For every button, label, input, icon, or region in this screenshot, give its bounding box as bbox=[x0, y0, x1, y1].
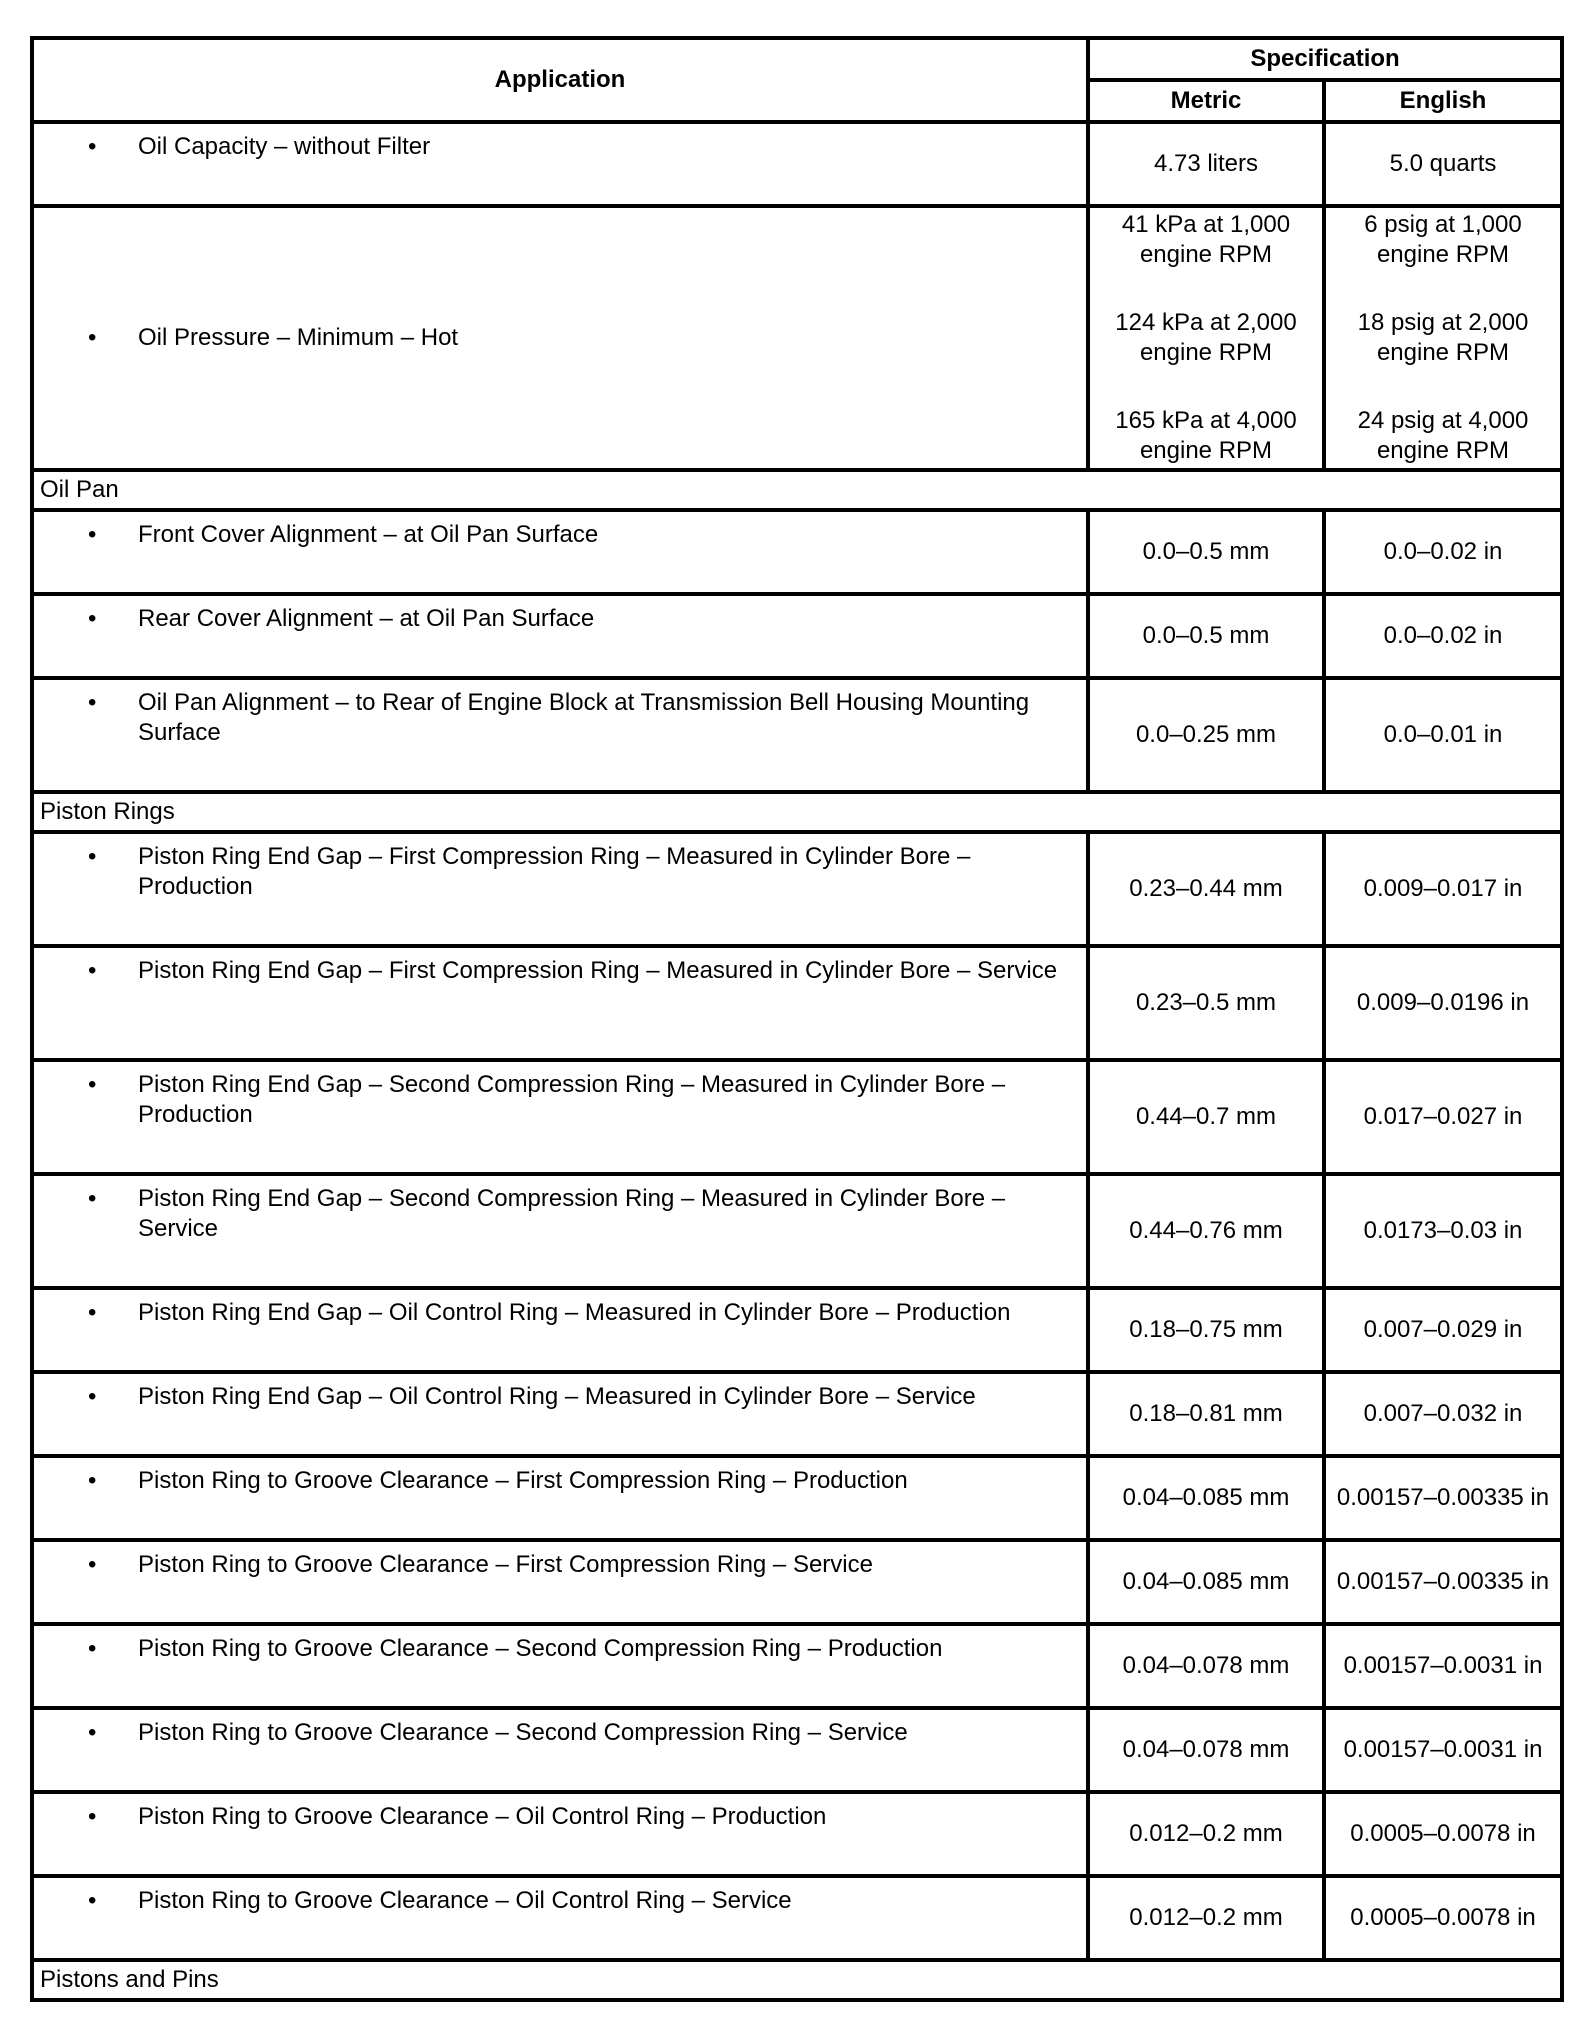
application-text: Piston Ring End Gap – Second Compression Ring – Measured in Cylinder Bore – Production bbox=[138, 1071, 1006, 1128]
metric-value bbox=[1088, 206, 1324, 470]
bullet-icon: • bbox=[88, 1719, 97, 1746]
table-row bbox=[32, 1174, 1562, 1288]
bullet-icon: • bbox=[88, 1299, 97, 1326]
section-row bbox=[32, 470, 1562, 510]
english-header: English bbox=[1324, 80, 1562, 122]
pressure-line: engine RPM bbox=[1376, 241, 1510, 268]
pressure-line: 124 kPa at 2,000 bbox=[1115, 309, 1297, 336]
english-value: 0.00157–0.00335 in bbox=[1324, 1456, 1562, 1540]
bullet-icon: • bbox=[88, 1467, 97, 1494]
application-text: Piston Ring to Groove Clearance – Second Compression Ring – Service bbox=[138, 1719, 908, 1746]
pressure-line: 18 psig at 2,000 bbox=[1357, 309, 1529, 336]
pressure-line: engine RPM bbox=[1376, 437, 1510, 464]
english-value: 0.0–0.01 in bbox=[1324, 678, 1562, 792]
application-cell bbox=[32, 1876, 1088, 1960]
bullet-icon: • bbox=[88, 1551, 97, 1578]
bullet-icon: • bbox=[88, 1887, 97, 1914]
application-cell bbox=[32, 206, 1088, 470]
pressure-line: engine RPM bbox=[1139, 437, 1273, 464]
bullet-icon: • bbox=[88, 605, 97, 632]
table-row bbox=[32, 678, 1562, 792]
bullet-icon: • bbox=[88, 957, 97, 984]
metric-value: 0.44–0.76 mm bbox=[1088, 1174, 1324, 1288]
application-text: Front Cover Alignment – at Oil Pan Surface bbox=[138, 521, 599, 548]
pressure-line: 165 kPa at 4,000 bbox=[1115, 407, 1297, 434]
pressure-line: 6 psig at 1,000 bbox=[1364, 211, 1522, 238]
table-row bbox=[32, 832, 1562, 946]
table-row bbox=[32, 206, 1562, 470]
table-row bbox=[32, 1708, 1562, 1792]
english-value: 0.00157–0.00335 in bbox=[1324, 1540, 1562, 1624]
bullet-icon: • bbox=[88, 843, 97, 870]
table-row bbox=[32, 1060, 1562, 1174]
application-cell bbox=[32, 1060, 1088, 1174]
english-value: 0.0173–0.03 in bbox=[1324, 1174, 1562, 1288]
section-row bbox=[32, 1960, 1562, 2000]
bullet-icon: • bbox=[88, 521, 97, 548]
application-cell bbox=[32, 1288, 1088, 1372]
application-text: Piston Ring to Groove Clearance – First Compression Ring – Production bbox=[138, 1467, 908, 1494]
table-row bbox=[32, 1876, 1562, 1960]
application-text: Piston Ring to Groove Clearance – Oil Control Ring – Service bbox=[138, 1887, 792, 1914]
bullet-icon: • bbox=[88, 689, 97, 716]
bullet-icon: • bbox=[88, 324, 97, 351]
english-value: 0.017–0.027 in bbox=[1324, 1060, 1562, 1174]
metric-value: 4.73 liters bbox=[1088, 122, 1324, 206]
english-value: 0.009–0.017 in bbox=[1324, 832, 1562, 946]
application-cell bbox=[32, 678, 1088, 792]
application-text: Rear Cover Alignment – at Oil Pan Surface bbox=[138, 605, 595, 632]
application-text: Piston Ring End Gap – First Compression Ring – Measured in Cylinder Bore – Service bbox=[138, 957, 1058, 984]
table-row bbox=[32, 1288, 1562, 1372]
pressure-line: engine RPM bbox=[1139, 241, 1273, 268]
application-text: Piston Ring End Gap – Oil Control Ring – Measured in Cylinder Bore – Service bbox=[138, 1383, 976, 1410]
english-value: 0.00157–0.0031 in bbox=[1324, 1624, 1562, 1708]
metric-value: 0.18–0.75 mm bbox=[1088, 1288, 1324, 1372]
application-cell bbox=[32, 1372, 1088, 1456]
english-value bbox=[1324, 206, 1562, 470]
english-value: 0.0–0.02 in bbox=[1324, 510, 1562, 594]
english-value: 0.0005–0.0078 in bbox=[1324, 1876, 1562, 1960]
application-cell bbox=[32, 1174, 1088, 1288]
table-row bbox=[32, 946, 1562, 1060]
section-title: Piston Rings bbox=[32, 792, 1562, 832]
application-text: Piston Ring End Gap – Second Compression Ring – Measured in Cylinder Bore – Service bbox=[138, 1185, 1006, 1242]
table-row bbox=[32, 510, 1562, 594]
application-text: Piston Ring to Groove Clearance – Oil Control Ring – Production bbox=[138, 1803, 827, 1830]
metric-value: 0.04–0.085 mm bbox=[1088, 1540, 1324, 1624]
application-cell bbox=[32, 1456, 1088, 1540]
specification-header: Specification bbox=[1088, 38, 1562, 80]
section-row bbox=[32, 792, 1562, 832]
application-text: Oil Pressure – Minimum – Hot bbox=[138, 324, 459, 351]
metric-value: 0.44–0.7 mm bbox=[1088, 1060, 1324, 1174]
table-row bbox=[32, 1792, 1562, 1876]
application-text: Oil Pan Alignment – to Rear of Engine Block at Transmission Bell Housing Mounting Surface bbox=[138, 689, 1030, 746]
table-row bbox=[32, 1540, 1562, 1624]
table-row bbox=[32, 594, 1562, 678]
pressure-line: engine RPM bbox=[1376, 339, 1510, 366]
section-title: Pistons and Pins bbox=[32, 1960, 1562, 2000]
english-value: 0.007–0.029 in bbox=[1324, 1288, 1562, 1372]
spec-table bbox=[30, 36, 1564, 2002]
metric-value: 0.04–0.078 mm bbox=[1088, 1708, 1324, 1792]
section-title: Oil Pan bbox=[32, 470, 1562, 510]
metric-value: 0.0–0.5 mm bbox=[1088, 510, 1324, 594]
metric-header: Metric bbox=[1088, 80, 1324, 122]
header-row bbox=[32, 38, 1562, 80]
pressure-line: 41 kPa at 1,000 bbox=[1121, 211, 1291, 238]
application-cell bbox=[32, 832, 1088, 946]
application-text: Piston Ring End Gap – Oil Control Ring – Measured in Cylinder Bore – Production bbox=[138, 1299, 1011, 1326]
application-cell bbox=[32, 1624, 1088, 1708]
english-value: 0.0005–0.0078 in bbox=[1324, 1792, 1562, 1876]
application-header: Application bbox=[32, 38, 1088, 122]
application-text: Piston Ring End Gap – First Compression Ring – Measured in Cylinder Bore – Production bbox=[138, 843, 971, 900]
bullet-icon: • bbox=[88, 133, 97, 160]
metric-value: 0.0–0.25 mm bbox=[1088, 678, 1324, 792]
application-text: Piston Ring to Groove Clearance – First Compression Ring – Service bbox=[138, 1551, 873, 1578]
english-value: 0.009–0.0196 in bbox=[1324, 946, 1562, 1060]
application-cell bbox=[32, 1792, 1088, 1876]
application-cell bbox=[32, 122, 1088, 206]
bullet-icon: • bbox=[88, 1803, 97, 1830]
application-cell bbox=[32, 946, 1088, 1060]
table-row bbox=[32, 1624, 1562, 1708]
metric-value: 0.04–0.078 mm bbox=[1088, 1624, 1324, 1708]
table-row bbox=[32, 1456, 1562, 1540]
english-value: 0.007–0.032 in bbox=[1324, 1372, 1562, 1456]
english-value: 5.0 quarts bbox=[1324, 122, 1562, 206]
application-cell bbox=[32, 594, 1088, 678]
table-row bbox=[32, 122, 1562, 206]
application-text: Piston Ring to Groove Clearance – Second Compression Ring – Production bbox=[138, 1635, 943, 1662]
application-text: Oil Capacity – without Filter bbox=[138, 133, 431, 160]
english-value: 0.0–0.02 in bbox=[1324, 594, 1562, 678]
bullet-icon: • bbox=[88, 1185, 97, 1212]
metric-value: 0.012–0.2 mm bbox=[1088, 1876, 1324, 1960]
bullet-icon: • bbox=[88, 1071, 97, 1098]
pressure-line: engine RPM bbox=[1139, 339, 1273, 366]
bullet-icon: • bbox=[88, 1635, 97, 1662]
metric-value: 0.23–0.44 mm bbox=[1088, 832, 1324, 946]
metric-value: 0.012–0.2 mm bbox=[1088, 1792, 1324, 1876]
metric-value: 0.18–0.81 mm bbox=[1088, 1372, 1324, 1456]
application-cell bbox=[32, 510, 1088, 594]
application-cell bbox=[32, 1708, 1088, 1792]
metric-value: 0.04–0.085 mm bbox=[1088, 1456, 1324, 1540]
metric-value: 0.23–0.5 mm bbox=[1088, 946, 1324, 1060]
english-value: 0.00157–0.0031 in bbox=[1324, 1708, 1562, 1792]
pressure-line: 24 psig at 4,000 bbox=[1357, 407, 1529, 434]
table-row bbox=[32, 1372, 1562, 1456]
metric-value: 0.0–0.5 mm bbox=[1088, 594, 1324, 678]
application-cell bbox=[32, 1540, 1088, 1624]
bullet-icon: • bbox=[88, 1383, 97, 1410]
